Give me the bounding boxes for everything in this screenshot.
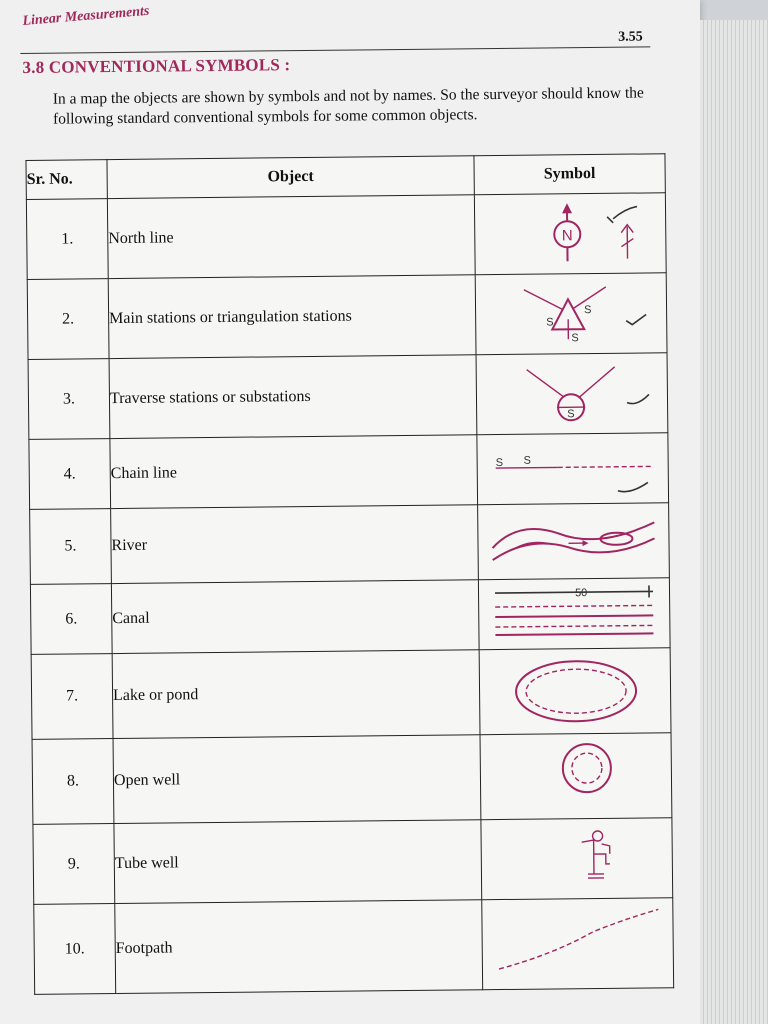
river-symbol-icon	[478, 503, 670, 580]
svg-text:S: S	[495, 456, 504, 469]
row-object: Tube well	[114, 820, 482, 904]
row-sr-no: 1.	[26, 199, 108, 280]
intro-paragraph: In a map the objects are shown by symbols and not by names. So the surveyor should know the following standard conventional symbols for some common objects.	[52, 84, 644, 128]
tube-well-symbol-icon	[481, 818, 673, 900]
row-object: Chain line	[110, 435, 478, 509]
table-row	[28, 353, 668, 440]
traverse-station-symbol-icon	[476, 353, 668, 435]
row-object: Canal	[111, 580, 479, 654]
table-row	[30, 578, 670, 655]
row-object: Open well	[113, 735, 481, 824]
table-header-row	[26, 154, 665, 200]
running-title: Linear Measurements	[21, 3, 150, 29]
row-object: North line	[107, 195, 475, 279]
table-row	[33, 818, 673, 905]
row-sr-no: 8.	[32, 739, 114, 825]
row-sr-no: 9.	[33, 824, 115, 905]
header-object: Object	[107, 156, 474, 199]
row-sr-no: 6.	[30, 584, 112, 655]
triangulation-station-symbol-icon	[475, 273, 667, 355]
row-object: Lake or pond	[112, 650, 480, 739]
svg-text:S: S	[523, 454, 532, 467]
canal-symbol-icon	[478, 578, 670, 650]
table-row	[32, 733, 672, 825]
page-number: 3.55	[618, 29, 643, 45]
header-rule	[20, 46, 650, 54]
table-row	[34, 898, 674, 995]
section-title: 3.8 CONVENTIONAL SYMBOLS :	[22, 55, 291, 77]
footpath-symbol-icon	[482, 898, 674, 990]
table-row	[30, 503, 670, 585]
svg-text:S: S	[584, 303, 592, 316]
row-sr-no: 10.	[34, 904, 116, 995]
table-row	[31, 648, 671, 740]
lake-symbol-icon	[479, 648, 671, 735]
table-row	[29, 433, 669, 510]
row-sr-no: 5.	[30, 509, 112, 585]
north-line-symbol-icon	[474, 193, 666, 275]
conventional-symbols-table	[25, 153, 674, 995]
row-object: River	[111, 505, 479, 584]
chain-line-symbol-icon	[477, 433, 669, 505]
svg-text:S: S	[571, 331, 579, 344]
table-row	[27, 273, 667, 360]
row-sr-no: 7.	[31, 654, 113, 740]
svg-text:S: S	[567, 407, 575, 420]
row-sr-no: 2.	[27, 279, 109, 360]
open-well-symbol-icon	[480, 733, 672, 820]
row-sr-no: 4.	[29, 439, 111, 510]
north-symbol-label: N	[561, 226, 573, 244]
header-symbol: Symbol	[474, 154, 665, 195]
row-object: Traverse stations or substations	[109, 355, 477, 439]
svg-text:S: S	[546, 315, 554, 329]
row-object: Main stations or triangulation stations	[108, 275, 476, 359]
header-sr-no: Sr. No.	[26, 160, 107, 200]
row-object: Footpath	[115, 900, 483, 994]
row-sr-no: 3.	[28, 359, 110, 440]
table-row	[26, 193, 666, 280]
canal-distance-label: 50	[574, 586, 588, 599]
